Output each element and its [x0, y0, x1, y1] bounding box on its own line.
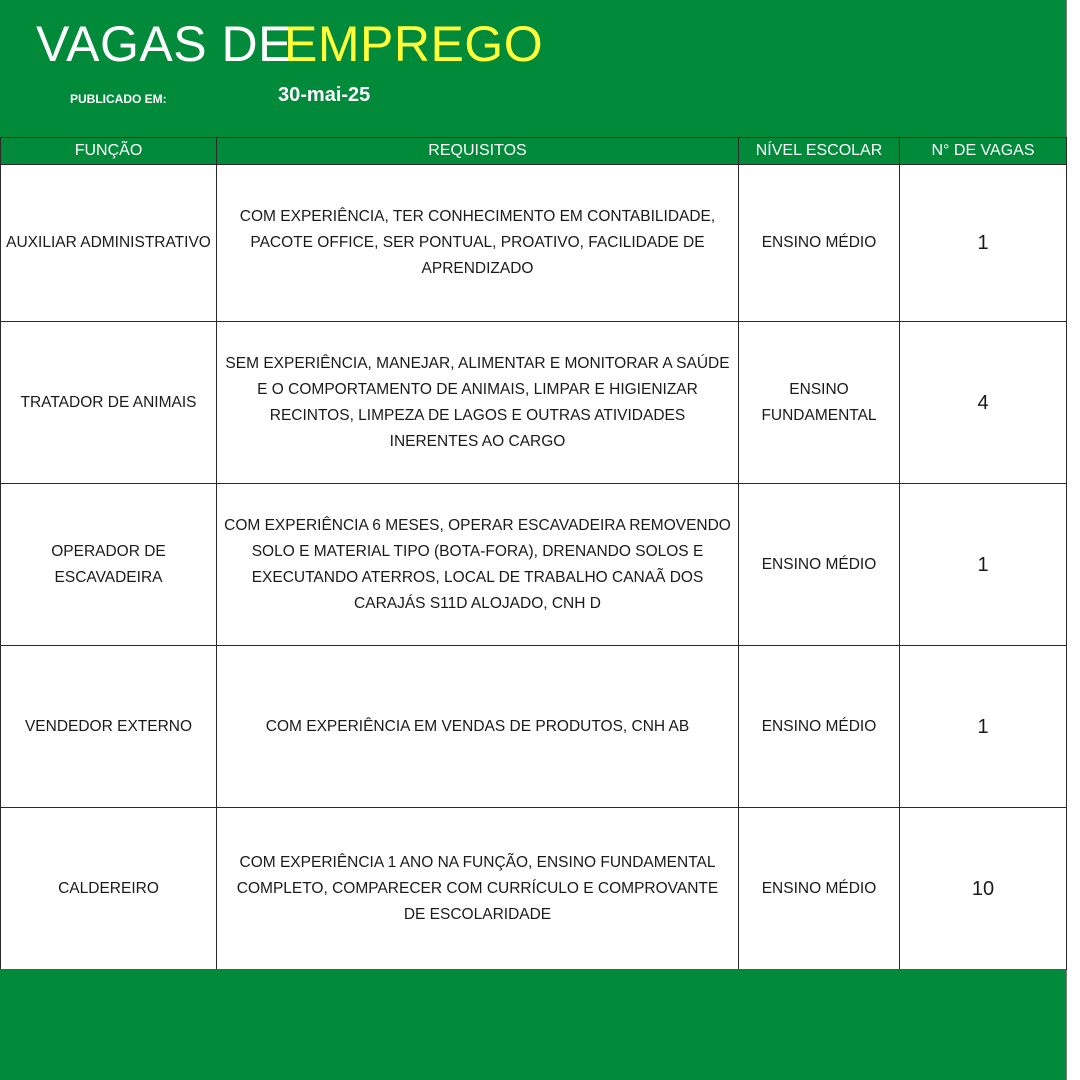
- cell-funcao: AUXILIAR ADMINISTRATIVO: [1, 165, 217, 322]
- cell-funcao: TRATADOR DE ANIMAIS: [1, 322, 217, 484]
- table-row: [1, 484, 1067, 646]
- cell-nivel-escolar: ENSINO MÉDIO: [739, 808, 900, 970]
- cell-nivel-escolar: [739, 322, 900, 484]
- title-vagas-de: VAGAS DE: [36, 16, 292, 72]
- cell-nivel-escolar: ENSINO MÉDIO: [739, 646, 900, 808]
- column-header-nivel-escolar: NÍVEL ESCOLAR: [739, 138, 900, 165]
- cell-requisitos: [217, 646, 739, 808]
- header-banner: [0, 0, 1066, 137]
- requisitos-text: COM EXPERIÊNCIA 1 ANO NA FUNÇÃO, ENSINO FUNDAMENTAL COMPLETO, COMPARECER COM CURRÍCULO E COMPROVANTE DE ESCOLARIDADE: [236, 853, 719, 923]
- requisitos-text: COM EXPERIÊNCIA EM VENDAS DE PRODUTOS, CNH AB: [265, 717, 690, 735]
- cell-numero-vagas: 1: [900, 646, 1067, 808]
- table-row: [1, 165, 1067, 322]
- published-date: 30-mai-25: [278, 84, 371, 106]
- table-row: [1, 322, 1067, 484]
- table-row: [1, 808, 1067, 970]
- column-header-requisitos: REQUISITOS: [217, 138, 739, 165]
- cell-numero-vagas: 1: [900, 165, 1067, 322]
- cell-numero-vagas: 4: [900, 322, 1067, 484]
- nivel-text: ENSINO FUNDAMENTAL: [761, 380, 877, 424]
- column-header-numero-vagas: N° DE VAGAS: [900, 138, 1067, 165]
- requisitos-text: SEM EXPERIÊNCIA, MANEJAR, ALIMENTAR E MONITORAR A SAÚDE E O COMPORTAMENTO DE ANIMAIS, LIMPAR E HIGIENIZAR RECINTOS, LIMPEZA DE LAGOS E OUTRAS ATIVIDADES INERENTES AO CARGO: [225, 354, 730, 450]
- requisitos-text: COM EXPERIÊNCIA, TER CONHECIMENTO EM CONTABILIDADE, PACOTE OFFICE, SER PONTUAL, PROATIVO, FACILIDADE DE APRENDIZADO: [239, 208, 716, 277]
- table-header-row: [1, 138, 1067, 165]
- jobs-table: [0, 137, 1067, 970]
- published-label: PUBLICADO EM:: [70, 92, 167, 106]
- cell-requisitos: [217, 165, 739, 322]
- footer-band: [0, 969, 1066, 1080]
- cell-funcao: OPERADOR DE ESCAVADEIRA: [1, 484, 217, 646]
- table-row: [1, 646, 1067, 808]
- column-header-funcao: FUNÇÃO: [1, 138, 217, 165]
- cell-requisitos: [217, 484, 739, 646]
- cell-funcao: VENDEDOR EXTERNO: [1, 646, 217, 808]
- cell-nivel-escolar: ENSINO MÉDIO: [739, 484, 900, 646]
- title-emprego: EMPREGO: [284, 16, 544, 72]
- cell-funcao: CALDEREIRO: [1, 808, 217, 970]
- requisitos-text: COM EXPERIÊNCIA 6 MESES, OPERAR ESCAVADEIRA REMOVENDO SOLO E MATERIAL TIPO (BOTA-FORA), DRENANDO SOLOS E EXECUTANDO ATERROS, LOCAL DE TRABALHO CANAÃ DOS CARAJÁS S11D ALOJADO, CNH D: [224, 516, 731, 612]
- cell-numero-vagas: 10: [900, 808, 1067, 970]
- cell-nivel-escolar: ENSINO MÉDIO: [739, 165, 900, 322]
- cell-requisitos: [217, 808, 739, 970]
- cell-numero-vagas: 1: [900, 484, 1067, 646]
- cell-requisitos: [217, 322, 739, 484]
